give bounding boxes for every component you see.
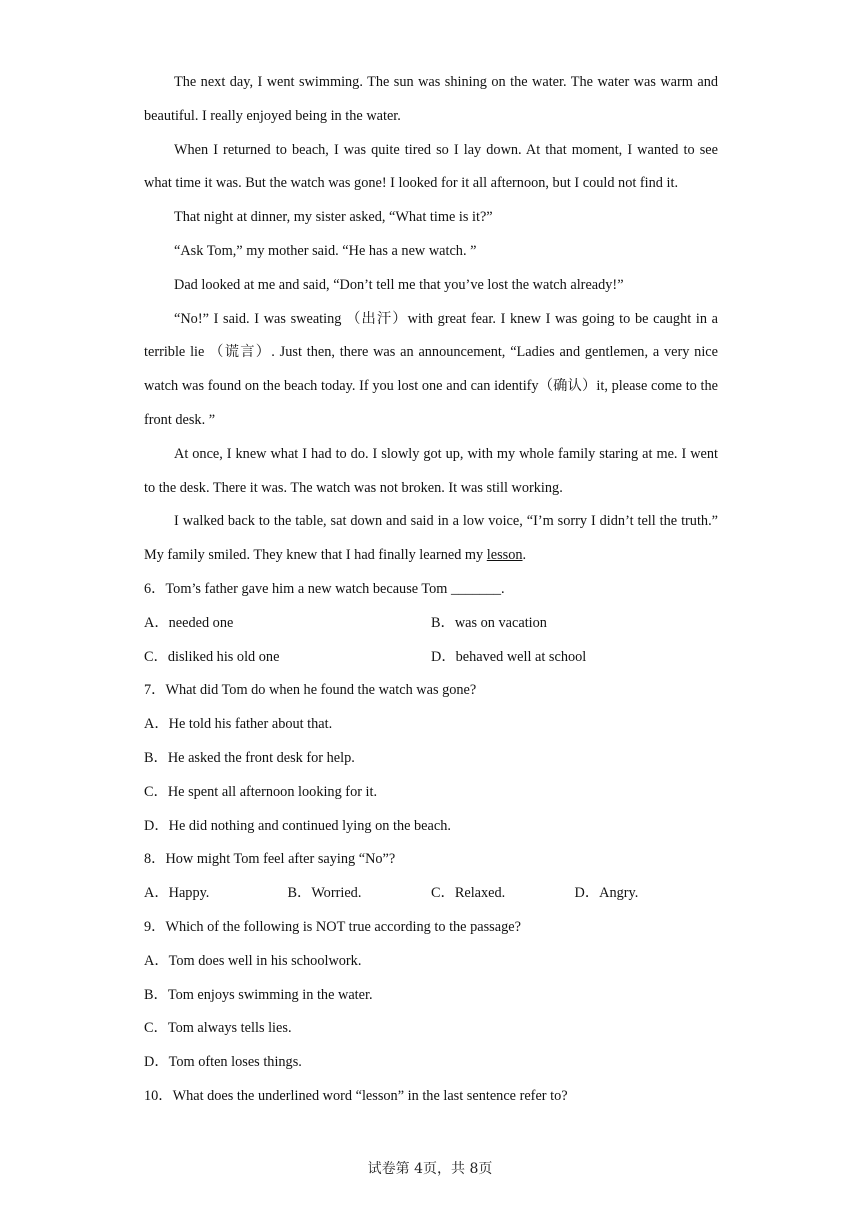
exam-page-content <box>144 66 718 1114</box>
option-d: D．Tom often loses things. <box>144 1054 302 1071</box>
question-8 <box>144 843 718 911</box>
passage-paragraph-7: At once, I knew what I had to do. I slowly got up, with my whole family staring at me. I went to the desk. There it was. The watch was not broken. It was still working. <box>144 445 718 496</box>
option-d: D．He did nothing and continued lying on the beach. <box>144 817 451 834</box>
passage-paragraph-6: “No!” I said. I was sweating （出汗）with great fear. I knew I was going to be caught in a terrible lie （谎言）. Just then, there was an announcement, “Ladies and gentlemen, a very nice watch was found on the beach today. If you lost one and can identify（确认）it, please come to the front desk. ” <box>144 310 718 428</box>
question-7 <box>144 674 718 843</box>
reading-passage <box>144 66 718 573</box>
option-a: A．needed one <box>144 614 234 631</box>
options-row <box>144 607 718 641</box>
option-d: D．behaved well at school <box>431 648 587 665</box>
option-b: B．Tom enjoys swimming in the water. <box>144 986 373 1003</box>
question-stem: 8．How might Tom feel after saying “No”? <box>144 851 396 868</box>
passage-paragraph-4: “Ask Tom,” my mother said. “He has a new watch. ” <box>174 242 477 259</box>
passage-paragraph-1: The next day, I went swimming. The sun was shining on the water. The water was warm and beautiful. I really enjoyed being in the water. <box>144 74 718 124</box>
option-c: C．Tom always tells lies. <box>144 1020 292 1037</box>
question-9 <box>144 911 718 1080</box>
option-c: C．Relaxed. <box>431 885 506 902</box>
question-stem: 9．Which of the following is NOT true according to the passage? <box>144 918 521 935</box>
options-row <box>144 877 718 911</box>
option-a: A．Tom does well in his schoolwork. <box>144 952 362 969</box>
passage-paragraph-3: That night at dinner, my sister asked, “What time is it?” <box>174 209 493 226</box>
passage-paragraph-8 <box>144 505 718 573</box>
option-c: C．He spent all afternoon looking for it. <box>144 783 378 800</box>
option-b: B．Worried. <box>287 885 362 902</box>
underlined-word-lesson: lesson <box>486 547 523 564</box>
option-b: B．was on vacation <box>431 614 547 631</box>
question-stem: 7．What did Tom do when he found the watch was gone? <box>144 682 477 699</box>
question-stem: 6．Tom’s father gave him a new watch because Tom _______. <box>144 580 505 597</box>
question-10 <box>144 1080 718 1114</box>
passage-paragraph-2: When I returned to beach, I was quite tired so I lay down. At that moment, I wanted to see what time it was. But the watch was gone! I looked for it all afternoon, but I could not find it. <box>144 141 718 192</box>
question-6 <box>144 573 718 674</box>
page-number-footer: 试卷第 4页，共 8页 <box>367 1161 493 1177</box>
option-b: B．He asked the front desk for help. <box>144 749 355 766</box>
option-a: A．He told his father about that. <box>144 716 333 733</box>
paragraph-8-end: . <box>522 547 527 564</box>
passage-paragraph-5: Dad looked at me and said, “Don’t tell me that you’ve lost the watch already!” <box>174 276 624 293</box>
option-a: A．Happy. <box>144 885 210 902</box>
options-row <box>144 641 718 675</box>
option-c: C．disliked his old one <box>144 648 280 665</box>
option-d: D．Angry. <box>574 885 639 902</box>
question-stem: 10．What does the underlined word “lesson” in the last sentence refer to? <box>144 1087 568 1104</box>
paragraph-8-text: I walked back to the table, sat down and said in a low voice, “I’m sorry I didn’t tell the truth.” My family smiled. They knew that I had finally learned my <box>144 513 718 564</box>
